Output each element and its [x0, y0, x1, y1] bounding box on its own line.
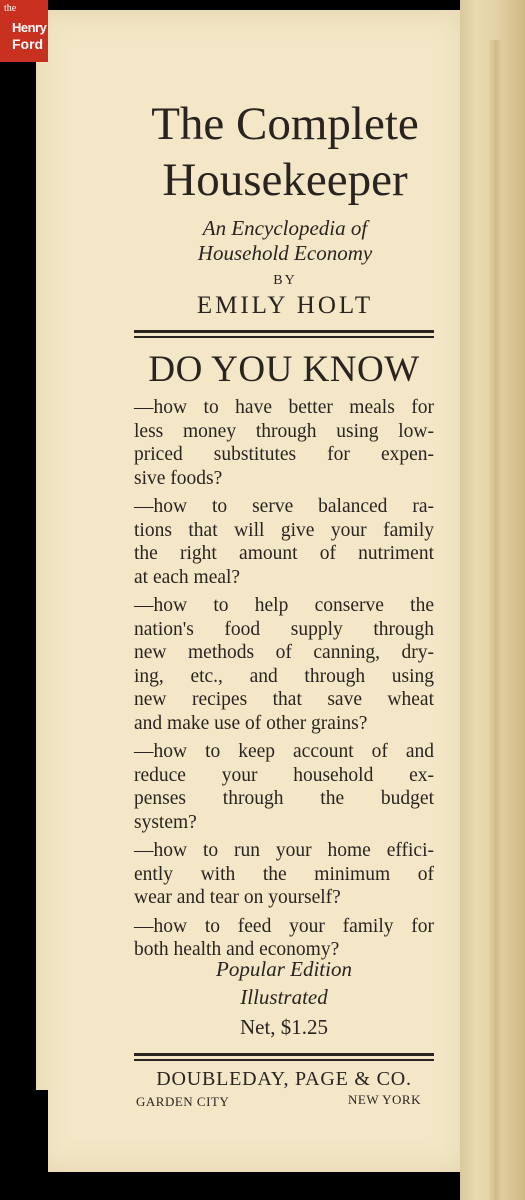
- ad-question: [134, 396, 434, 490]
- ad-question-line: priced substitutes for expen-: [134, 444, 434, 465]
- book-title-line1: The Complete: [151, 98, 419, 150]
- ad-question-line: penses through the budget: [134, 788, 434, 809]
- ad-question-line: ently with the minimum of: [134, 863, 434, 885]
- ad-question-line: —how to have better meals for: [134, 397, 434, 418]
- ad-question-line: nation's food supply through: [134, 618, 434, 640]
- ad-question-line: both health and economy?: [134, 939, 340, 960]
- ad-question-line: ing, etc., and through using: [134, 665, 434, 687]
- ad-question-line: —how to keep account of and: [134, 741, 434, 762]
- double-rule-top-a: [134, 330, 434, 333]
- publisher-name: DOUBLEDAY, PAGE & CO.: [156, 1068, 412, 1090]
- ad-question: [134, 740, 434, 834]
- double-rule-top-b: [134, 336, 434, 338]
- book-subtitle-line1: An Encyclopedia of: [202, 216, 368, 240]
- author-name: EMILY HOLT: [196, 292, 374, 319]
- ad-headline: DO YOU KNOW: [148, 349, 420, 390]
- edition-block: [134, 955, 434, 1011]
- double-rule-bottom-b: [134, 1059, 434, 1061]
- ad-question: [134, 594, 434, 735]
- edition-line1: Popular Edition: [216, 957, 352, 981]
- edition-line2: Illustrated: [240, 985, 328, 1009]
- ad-question-line: —how to run your home effici-: [134, 840, 434, 861]
- spine-fold: [488, 40, 502, 1200]
- background-corner: [0, 1090, 48, 1200]
- book-title-line2: Housekeeper: [162, 154, 408, 206]
- logo-ford: Ford: [12, 36, 44, 52]
- ad-question: [134, 839, 434, 910]
- publisher-city-right: NEW YORK: [348, 1092, 421, 1107]
- ad-question-line: at each meal?: [134, 566, 241, 588]
- ad-question-line: and make use of other grains?: [134, 712, 368, 734]
- by-label: BY: [273, 273, 297, 288]
- logo-the: the: [4, 3, 17, 14]
- ad-question-line: —how to help conserve the: [134, 595, 434, 616]
- ad-question-line: tions that will give your family: [134, 519, 434, 541]
- ad-question-line: system?: [134, 811, 197, 833]
- ad-question-line: reduce your household ex-: [134, 764, 434, 786]
- book-subtitle-line2: Household Economy: [197, 241, 373, 265]
- ad-question-line: new methods of canning, dry-: [134, 642, 434, 663]
- ad-question-line: —how to feed your family for: [134, 915, 434, 937]
- henry-ford-logo: [0, 0, 48, 62]
- price: Net, $1.25: [239, 1015, 329, 1039]
- double-rule-bottom-a: [134, 1053, 434, 1056]
- ad-question-line: less money through using low-: [134, 420, 434, 442]
- publisher-city-left: GARDEN CITY: [136, 1094, 230, 1109]
- ad-question-line: sive foods?: [134, 467, 223, 489]
- ad-question-line: new recipes that save wheat: [134, 689, 434, 710]
- ad-question-line: —how to serve balanced ra-: [134, 496, 434, 517]
- logo-henry: Henry: [12, 20, 47, 35]
- ad-question: [134, 495, 434, 589]
- ad-body: [134, 396, 434, 967]
- ad-question-line: wear and tear on yourself?: [134, 887, 341, 908]
- ad-question-line: the right amount of nutriment: [134, 543, 434, 564]
